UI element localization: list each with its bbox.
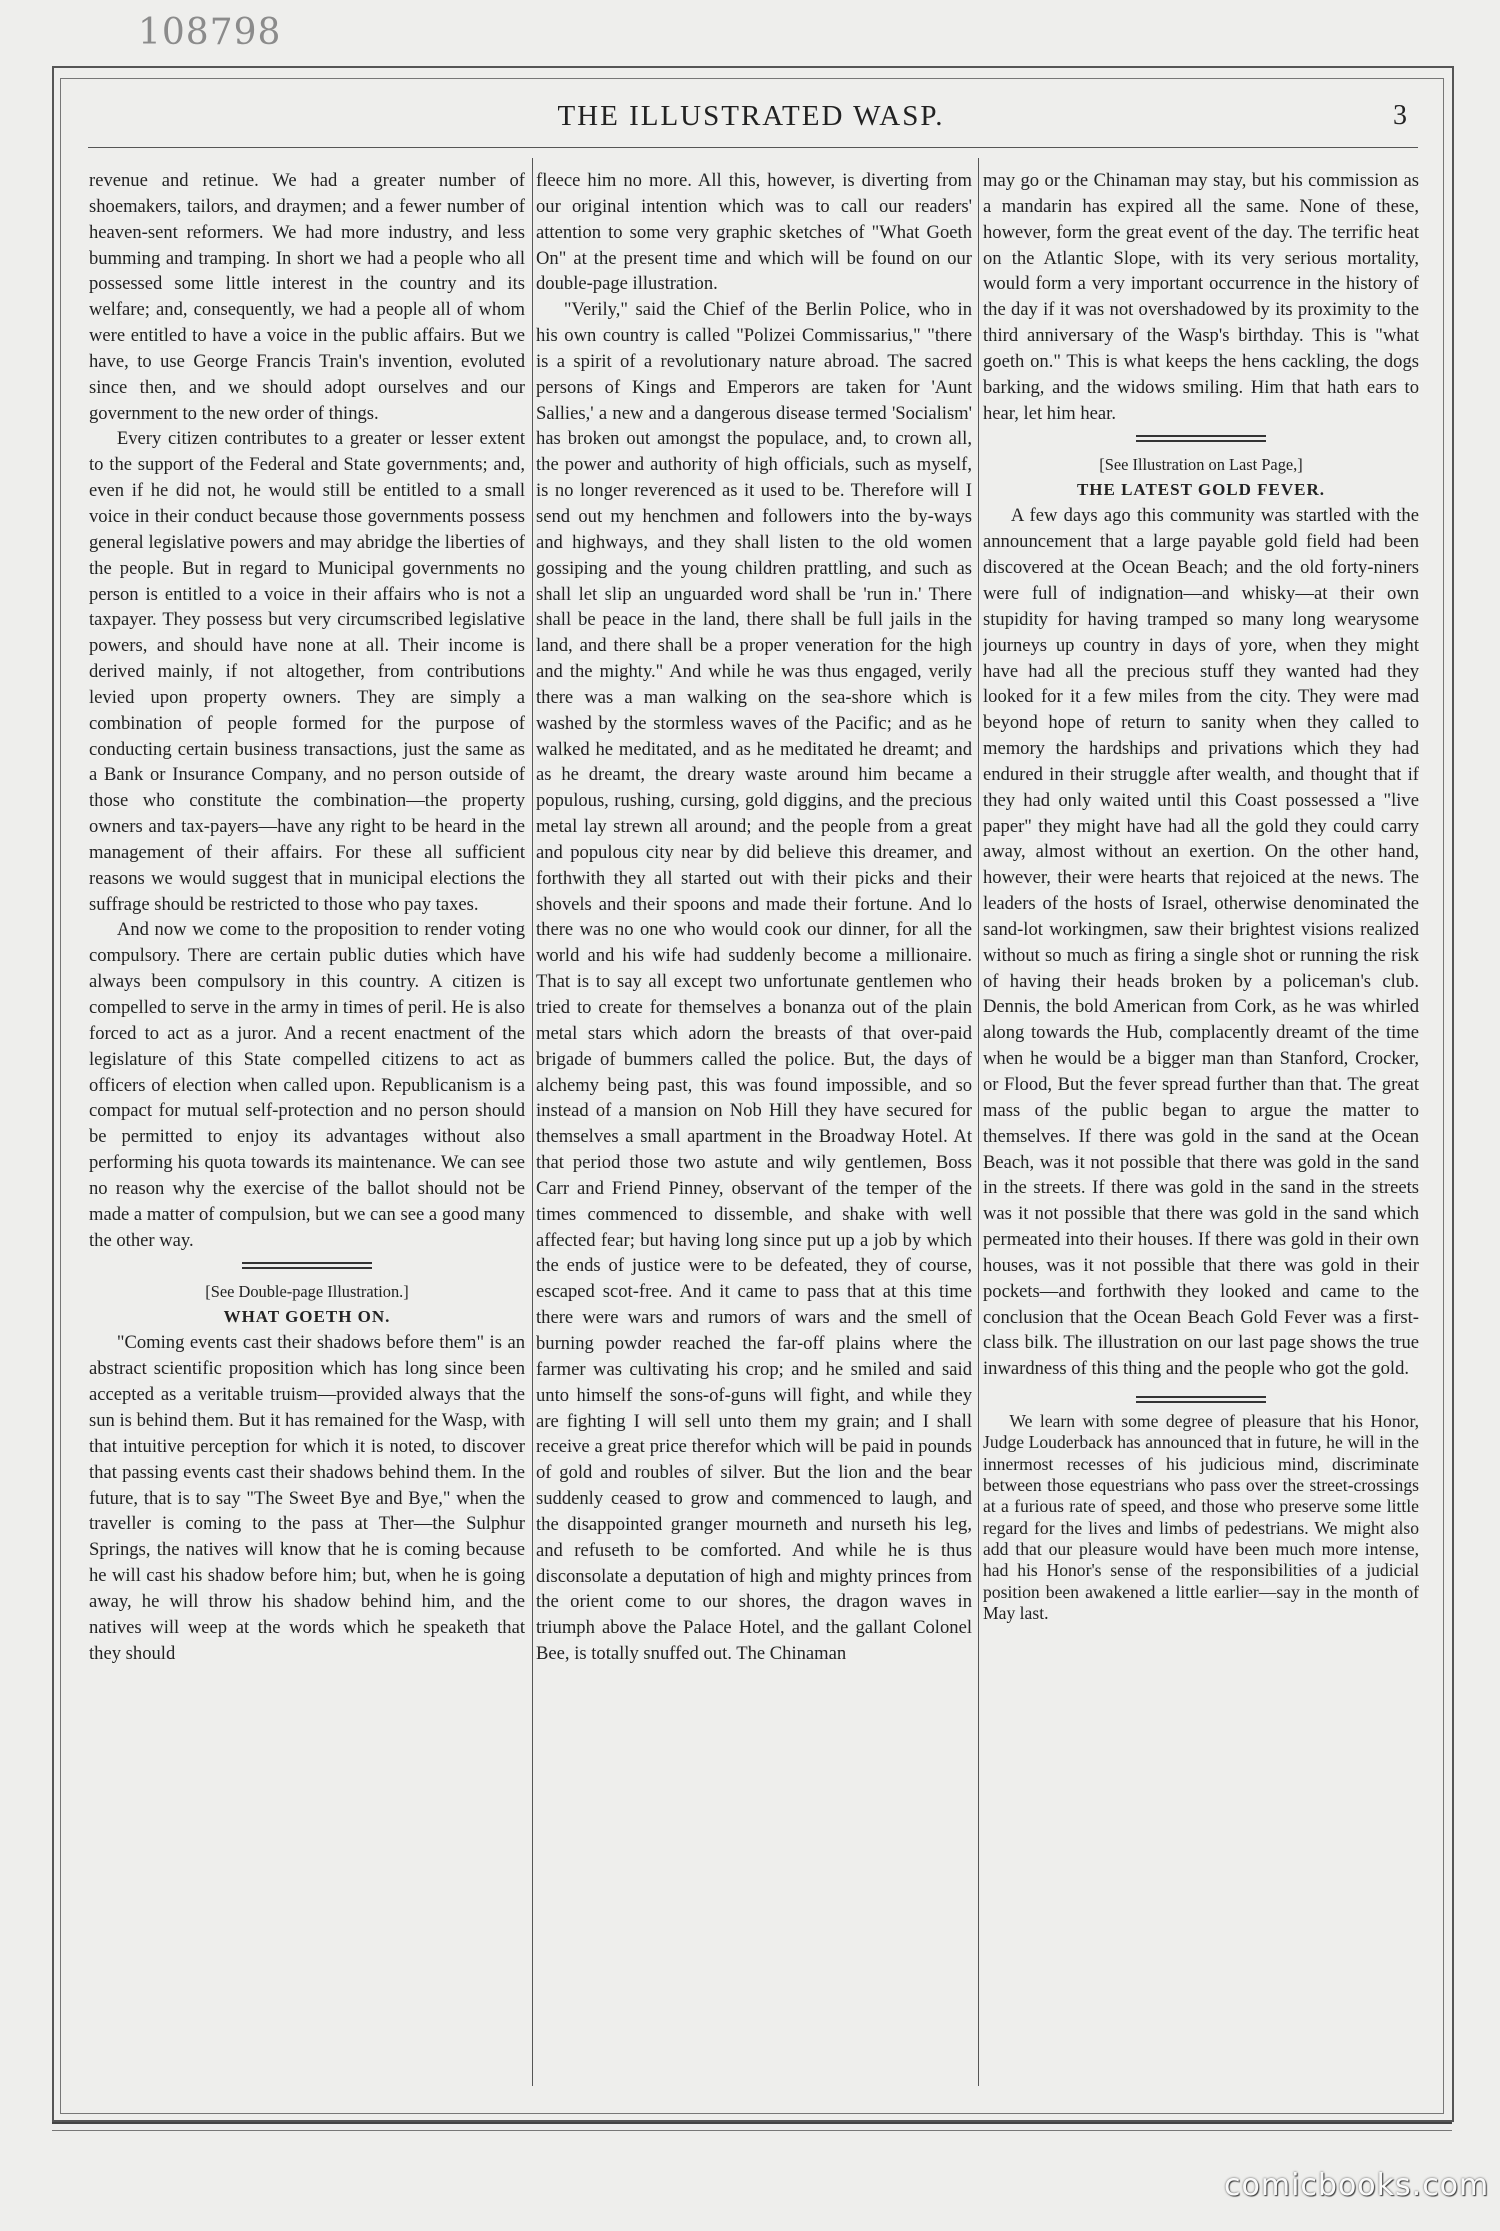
header-rule [88,147,1418,148]
column-rule-2 [978,158,979,2086]
running-head-title: THE ILLUSTRATED WASP. [557,100,945,132]
middle-paragraph-1: fleece him no more. All this, however, is diverting from our original intention which was to call our readers' attention to some very graphic sketches of "What Goeth On" at the present time and which will be found on our double-page illustration. [536,170,972,295]
left-paragraph-4: "Coming events cast their shadows before them" is an abstract scientific proposition which has long since been accepted as a veritable truism—provided always that the sun is behind them. But it has remained for the Wasp, with that intuitive perception for which it is noted, to discover that passing events cast their shadows behind them. In the future, that is to say "The Sweet Bye and Bye," when the traveller is coming to the pass at Ther—the Sulphur Springs, the natives will know that he is coming because he will cast his shadow before him; but, when he is going away, he will throw his shadow behind him, and the natives will weep at the words which he speaketh that they should [89,1332,525,1664]
catalog-number: 108798 [138,12,282,53]
right-paragraph-3: We learn with some degree of pleasure that his Honor, Judge Louderback has announced that in future, he will in the innermost recesses of his judicious mind, discriminate between those equestrians who pass over the street-crossings at a furious rate of speed, and those who preserve some little regard for the lives and limbs of pedestrians. We might also add that our pleasure would have been much more intense, had his Honor's sense of the responsibilities of a judicial position been awakened a little earlier—say in the month of May last. [983,1411,1419,1623]
section-divider [242,1262,372,1269]
right-paragraph-1: may go or the Chinaman may stay, but his commission as a mandarin has expired all the same. None of these, however, form the great event of the day. The terrific heat on the Atlantic Slope, with its very serious mortality, would form a very important occurrence in the history of the day if it was not overshadowed by its proximity to the third anniversary of the Wasp's birthday. This is "what goeth on." This is what keeps the hens cackling, the dogs barking, and the widows smiling. Him that hath ears to hear, let him hear. [983,170,1419,424]
bottom-rule [52,2122,1452,2124]
middle-paragraph-2: "Verily," said the Chief of the Berlin Police, who in his own country is called "Polizei Commissarius," "there is a spirit of a revolutionary nature abroad. The sacred persons of Kings and Emperors are taken for 'Aunt Sallies,' a new and a dangerous disease termed 'Socialism' has broken out amongst the populace, and, to crown all, the power and authority of high officials, such as myself, is no longer reverenced as it used to be. Therefore will I send out my henchmen and followers into the by-ways and highways, and they shall listen to the old women gossiping and the young children prattling, and such as shall let slip an unguarded word shall be 'run in.' There shall be peace in the land, there shall be full jails in the land, and there shall be a proper veneration for the high and the mighty." And while he was thus engaged, verily there was a man walking on the sea-shore which is washed by the stormless waves of the Pacific; and as he walked he meditated, and as he meditated he dreamt; and as he dreamt, the dreary waste around him became a populous, rushing, cursing, gold diggins, and the precious metal lay strewn all around; and the people from a great and populous city near by did believe this dreamer, and forthwith they all started out with their picks and their shovels and their spoons and made their fortune. And lo there was no one who would cook our dinner, for all the world and his wife had suddenly become a millionaire. That is to say all except two unfortunate gentlemen who tried to create for themselves a bonanza out of the plain metal stars which adorn the breasts of that over-paid brigade of bummers called the police. But, the days of alchemy being past, this was found impossible, and so instead of a mansion on Nob Hill they have secured for themselves a small apartment in the Broadway Hotel. At that period those two astute and wily gentlemen, Boss Carr and Friend Pinney, observant of the temper of the times commenced to dissemble, and shake with well affected fear; but having long since put up a job by which the ends of justice were to be defeated, they of course, escaped scot-free. And it came to pass that at this time there were wars and rumors of wars and the smell of burning powder reached the far-off plains where the farmer was cultivating his crop; and he smiled and said unto himself the sons-of-guns will fight, and while they are fighting I will sell unto them my grain; and I shall receive a great price therefor which will be paid in pounds of gold and roubles of silver. But the lion and the bear suddenly ceased to grow and commenced to laugh, and the disappointed granger mourneth and nurseth his leg, and refuseth to be comforted. And while he is thus disconsolate a deputation of high and mighty princes from the orient come to our shores, the dragon waves in triumph above the Palace Hotel, and the gallant Colonel Bee, is totally snuffed out. The Chinaman [536,299,972,1665]
column-rule-1 [532,158,533,2086]
illustration-note: [See Illustration on Last Page,] [1099,455,1303,475]
right-paragraph-2: A few days ago this community was startled with the announcement that a large payable gold field had been discovered at the Ocean Beach; and the old forty-niners were full of indignation—and whisky—at their own stupidity for having tramped so many long wearysome journeys up country in days of yore, when they might have had all the precious stuff they wanted had they looked for it a few miles from the city. They were mad beyond hope of return to sanity when they called to memory the hardships and privations which they had endured in their struggle after wealth, and thought that if they had only waited until this Coast possessed a "live paper" they might have had all the gold they could carry away, almost without an exertion. On the other hand, however, their were hearts that rejoiced at the news. The leaders of the hosts of Israel, otherwise denominated the sand-lot workingmen, saw their brightest visions realized without so much as firing a single shot or running the risk of having their heads broken by a policeman's club. Dennis, the bold American from Cork, as he was whirled along towards the Hub, complacently dreamt of the time when he would be a bigger man than Stanford, Crocker, or Flood, But the fever spread further than that. The great mass of the public began to argue the matter to themselves. If there was gold in the sand at the Ocean Beach, was it not possible that there was gold in the sand in the streets. If there was gold in the sand in the streets was it not possible that there was gold in the sand which permeated into their houses. If there was gold in their own houses, was it not possible that there was gold in their pockets—and forthwith they looked and came to the conclusion that the Ocean Beach Gold Fever was a first-class bilk. The illustration on our last page shows the true inwardness of this thing and the people who got the gold. [983,505,1419,1380]
bottom-rule-thin [52,2130,1452,2131]
section-heading-gold-fever: THE LATEST GOLD FEVER. [1076,480,1326,500]
section-heading-what-goeth-on: WHAT GOETH ON. [223,1307,391,1327]
column-right [983,168,1419,2078]
section-divider [1136,435,1266,442]
section-divider [1136,1396,1266,1403]
site-watermark: comicbooks.com [1224,2168,1490,2203]
column-middle [536,168,972,2078]
left-paragraph-2: Every citizen contributes to a greater or lesser extent to the support of the Federal and State governments; and, even if he did not, he would still be entitled to a small voice in their conduct because those governments possess general legislative powers and may abridge the liberties of the people. But in regard to Municipal governments no person is entitled to a voice in their affairs who is not a taxpayer. They possess but very circumscribed legislative powers, and should have none at all. Their income is derived mainly, if not altogether, from contributions levied upon property owners. They are simply a combination of people formed for the purpose of conducting certain business transactions, just the same as a Bank or Insurance Company, and no person outside of those who constitute the combination—the property owners and tax-payers—have any right to be heard in the management of their affairs. For these all sufficient reasons we would suggest that in municipal elections the suffrage should be restricted to those who pay taxes. [89,428,525,915]
left-paragraph-1: revenue and retinue. We had a greater number of shoemakers, tailors, and draymen; and a fewer number of heaven-sent reformers. We had more industry, and less bumming and tramping. In short we had a people who all possessed some little interest in the country and its welfare; and, consequently, we had a people all of whom were entitled to have a voice in the public affairs. But we have, to use George Francis Train's invention, evoluted since then, and we should adopt ourselves and our government to the new order of things. [89,170,525,424]
illustration-note: [See Double-page Illustration.] [205,1282,409,1302]
left-paragraph-3: And now we come to the proposition to render voting compulsory. There are certain public duties which have always been compulsory in this country. A citizen is compelled to serve in the army in times of peril. He is also forced to act as a juror. And a recent enactment of the legislature of this State compelled citizens to act as officers of election when called upon. Republicanism is a compact for mutual self-protection and no person should be permitted to enjoy its advantages without also performing his quota towards its maintenance. We can see no reason why the exercise of the ballot should not be made a matter of compulsion, but we can see a good many the other way. [89,919,525,1251]
column-left [89,168,525,2078]
page-number: 3 [1393,100,1407,131]
